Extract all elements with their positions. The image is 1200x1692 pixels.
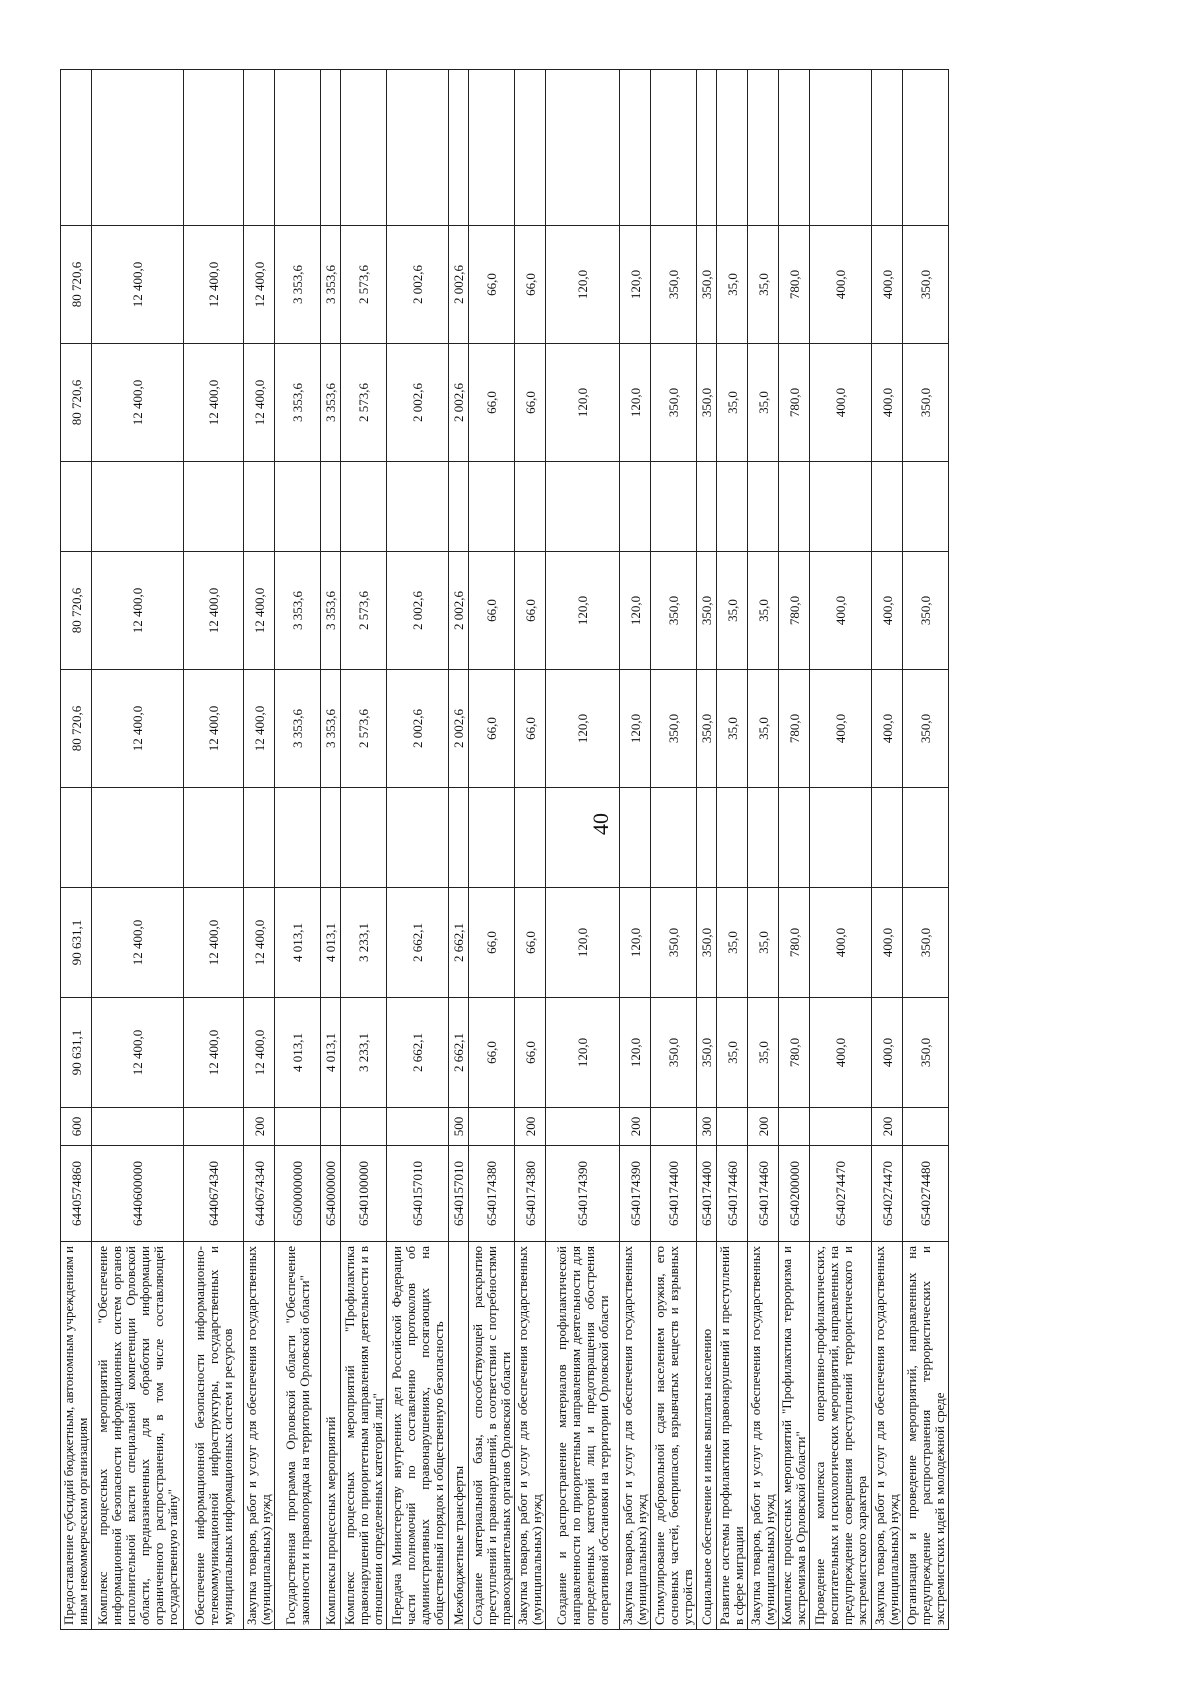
cell-v8: 120,0 [546,226,620,344]
cell-v2: 66,0 [515,888,546,998]
cell-v9 [387,70,449,226]
cell-code: 6540174400 [651,1146,697,1242]
cell-v3 [810,788,872,888]
cell-v4: 80 720,6 [61,670,92,788]
cell-v7: 2 573,6 [341,344,387,462]
cell-v8: 12 400,0 [244,226,275,344]
cell-v5: 400,0 [872,552,903,670]
cell-v8: 3 353,6 [321,226,341,344]
cell-v7: 12 400,0 [244,344,275,462]
cell-v5: 35,0 [717,552,748,670]
cell-vr: 300 [697,1108,717,1146]
cell-v1: 3 233,1 [341,998,387,1108]
cell-v1: 66,0 [469,998,515,1108]
cell-vr [651,1108,697,1146]
cell-v9 [92,70,184,226]
table-row [546,70,620,1630]
cell-v8: 2 002,6 [387,226,449,344]
cell-v6 [244,462,275,552]
cell-v6 [717,462,748,552]
cell-v4: 350,0 [697,670,717,788]
cell-v5: 2 002,6 [449,552,469,670]
cell-v5: 80 720,6 [61,552,92,670]
cell-v4: 66,0 [469,670,515,788]
cell-v2: 350,0 [903,888,949,998]
cell-v1: 35,0 [748,998,779,1108]
cell-v2: 120,0 [546,888,620,998]
cell-code: 6540157010 [387,1146,449,1242]
cell-v8: 66,0 [515,226,546,344]
cell-v2: 2 662,1 [449,888,469,998]
cell-name: Обеспечение информационной безопасности информационно-телекоммуникационной инфраструктуры, государственных и муниципальных информационных систем и ресурсов [184,1242,244,1630]
cell-v4: 120,0 [620,670,651,788]
cell-v4: 2 002,6 [449,670,469,788]
cell-v3 [903,788,949,888]
cell-v4: 12 400,0 [92,670,184,788]
cell-v3 [92,788,184,888]
table-row [449,70,469,1630]
table-row [275,70,321,1630]
cell-v2: 350,0 [651,888,697,998]
cell-code: 6540174380 [515,1146,546,1242]
cell-code: 6540100000 [341,1146,387,1242]
table-row [515,70,546,1630]
cell-v1: 780,0 [779,998,810,1108]
cell-v6 [872,462,903,552]
cell-v9 [779,70,810,226]
cell-v6 [449,462,469,552]
cell-vr: 500 [449,1108,469,1146]
cell-v7: 400,0 [872,344,903,462]
cell-v4: 400,0 [810,670,872,788]
cell-name: Государственная программа Орловской области "Обеспечение законности и правопорядка на территории Орловской области" [275,1242,321,1630]
cell-v2: 12 400,0 [184,888,244,998]
cell-code: 6500000000 [275,1146,321,1242]
cell-v7: 120,0 [546,344,620,462]
cell-v6 [651,462,697,552]
cell-v9 [61,70,92,226]
cell-v5: 350,0 [903,552,949,670]
cell-name: Социальное обеспечение и иные выплаты населению [697,1242,717,1630]
budget-table [60,69,949,1630]
cell-v4: 120,0 [546,670,620,788]
cell-v6 [903,462,949,552]
cell-v4: 2 573,6 [341,670,387,788]
cell-v3 [697,788,717,888]
cell-v8: 2 573,6 [341,226,387,344]
table-row [184,70,244,1630]
cell-code: 6540274480 [903,1146,949,1242]
cell-v9 [697,70,717,226]
cell-code: 6540174460 [748,1146,779,1242]
cell-code: 6540200000 [779,1146,810,1242]
cell-v9 [748,70,779,226]
cell-v6 [341,462,387,552]
cell-v5: 12 400,0 [244,552,275,670]
cell-v3 [515,788,546,888]
cell-vr [810,1108,872,1146]
cell-v9 [244,70,275,226]
cell-v9 [469,70,515,226]
cell-v9 [321,70,341,226]
cell-v1: 35,0 [717,998,748,1108]
cell-v6 [620,462,651,552]
cell-vr [341,1108,387,1146]
cell-v1: 4 013,1 [275,998,321,1108]
cell-v9 [620,70,651,226]
cell-v4: 3 353,6 [275,670,321,788]
cell-v4: 12 400,0 [184,670,244,788]
cell-code: 6540174390 [620,1146,651,1242]
cell-v7: 780,0 [779,344,810,462]
cell-name: Закупка товаров, работ и услуг для обеспечения государственных (муниципальных) нужд [515,1242,546,1630]
cell-v8: 120,0 [620,226,651,344]
cell-v6 [748,462,779,552]
cell-v8: 12 400,0 [184,226,244,344]
cell-code: 6540174380 [469,1146,515,1242]
cell-vr [717,1108,748,1146]
table-row [651,70,697,1630]
cell-v5: 350,0 [697,552,717,670]
cell-vr [92,1108,184,1146]
cell-v9 [275,70,321,226]
cell-v1: 350,0 [697,998,717,1108]
cell-v1: 120,0 [620,998,651,1108]
cell-v4: 66,0 [515,670,546,788]
cell-name: Создание и распространение материалов профилактической направленности по приоритетным направлениям деятельности для определенных категорий лиц и предотвращения обострения оперативной обстановки на территории Орловской области [546,1242,620,1630]
cell-v1: 400,0 [810,998,872,1108]
cell-code: 6440574860 [61,1146,92,1242]
cell-v2: 4 013,1 [321,888,341,998]
cell-vr [275,1108,321,1146]
cell-v3 [184,788,244,888]
cell-v5: 35,0 [748,552,779,670]
cell-vr [469,1108,515,1146]
cell-v4: 780,0 [779,670,810,788]
cell-v9 [341,70,387,226]
cell-v1: 350,0 [903,998,949,1108]
cell-v8: 66,0 [469,226,515,344]
cell-v6 [321,462,341,552]
cell-code: 6440674340 [244,1146,275,1242]
cell-v3 [620,788,651,888]
cell-v7: 66,0 [469,344,515,462]
cell-vr: 200 [515,1108,546,1146]
cell-v1: 2 662,1 [449,998,469,1108]
cell-name: Закупка товаров, работ и услуг для обеспечения государственных (муниципальных) нужд [244,1242,275,1630]
table-row [810,70,872,1630]
cell-v2: 780,0 [779,888,810,998]
cell-v9 [184,70,244,226]
cell-v5: 3 353,6 [275,552,321,670]
cell-name: Комплекс процессных мероприятий "Профилактика правонарушений по приоритетным направлениям деятельности и в отношении определенных категорий лиц" [341,1242,387,1630]
cell-v5: 12 400,0 [92,552,184,670]
cell-name: Межбюджетные трансферты [449,1242,469,1630]
cell-v4: 3 353,6 [321,670,341,788]
cell-v2: 12 400,0 [92,888,184,998]
cell-v2: 3 233,1 [341,888,387,998]
cell-v9 [810,70,872,226]
table-row [872,70,903,1630]
cell-v8: 12 400,0 [92,226,184,344]
cell-v2: 35,0 [717,888,748,998]
cell-v2: 350,0 [697,888,717,998]
cell-v8: 400,0 [872,226,903,344]
cell-v7: 400,0 [810,344,872,462]
cell-name: Закупка товаров, работ и услуг для обеспечения государственных (муниципальных) нужд [748,1242,779,1630]
cell-name: Стимулирование добровольной сдачи населением оружия, его основных частей, боеприпасов, взрывчатых веществ и взрывных устройств [651,1242,697,1630]
cell-v1: 2 662,1 [387,998,449,1108]
cell-name: Передача Министерству внутренних дел Российской Федерации части полномочий по составлению протоколов об административных правонарушениях, посягающих на общественный порядок и общественную безопасность [387,1242,449,1630]
cell-v2: 12 400,0 [244,888,275,998]
cell-code: 6440674340 [184,1146,244,1242]
cell-v3 [651,788,697,888]
cell-v3 [748,788,779,888]
table-body [61,70,949,1630]
cell-v7: 12 400,0 [184,344,244,462]
table-row [341,70,387,1630]
cell-v2: 400,0 [810,888,872,998]
table-row [779,70,810,1630]
cell-v3 [341,788,387,888]
cell-v1: 12 400,0 [244,998,275,1108]
table-row [387,70,449,1630]
cell-name: Создание материальной базы, способствующей раскрытию преступлений и правонарушений, в соответствии с потребностями правоохранительных органов Орловской области [469,1242,515,1630]
cell-v7: 3 353,6 [321,344,341,462]
cell-v6 [515,462,546,552]
cell-v1: 350,0 [651,998,697,1108]
cell-v3 [546,788,620,888]
cell-v5: 120,0 [620,552,651,670]
cell-name: Развитие системы профилактики правонарушений и преступлений в сфере миграции [717,1242,748,1630]
table-row [244,70,275,1630]
cell-v3 [275,788,321,888]
cell-name: Комплексы процессных мероприятий [321,1242,341,1630]
cell-v9 [449,70,469,226]
cell-v6 [469,462,515,552]
cell-v7: 35,0 [748,344,779,462]
cell-v4: 350,0 [651,670,697,788]
cell-v6 [184,462,244,552]
cell-v5: 66,0 [515,552,546,670]
cell-v3 [872,788,903,888]
cell-v5: 12 400,0 [184,552,244,670]
cell-v7: 2 002,6 [449,344,469,462]
cell-name: Комплекс процессных мероприятий "Профилактика терроризма и экстремизма в Орловской области" [779,1242,810,1630]
cell-code: 6540157010 [449,1146,469,1242]
cell-vr [387,1108,449,1146]
cell-code: 6540174460 [717,1146,748,1242]
cell-v7: 3 353,6 [275,344,321,462]
cell-v1: 66,0 [515,998,546,1108]
cell-v6 [61,462,92,552]
cell-v8: 3 353,6 [275,226,321,344]
cell-v4: 400,0 [872,670,903,788]
cell-v2: 90 631,1 [61,888,92,998]
cell-code: 6540274470 [872,1146,903,1242]
table-row [717,70,748,1630]
table-row [92,70,184,1630]
cell-name: Комплекс процессных мероприятий "Обеспечение информационной безопасности информационных систем органов исполнительной власти специальной компетенции Орловской области, предназначенных для обработки информации ограниченного распространения, в том числе составляющей государственную тайну" [92,1242,184,1630]
cell-v3 [387,788,449,888]
cell-v3 [321,788,341,888]
cell-v9 [546,70,620,226]
cell-v3 [244,788,275,888]
cell-v7: 35,0 [717,344,748,462]
cell-name: Проведение комплекса оперативно-профилактических, воспитательных и психологических мероприятий, направленных на предупреждение совершения преступлений террористического и экстремистского характера [810,1242,872,1630]
cell-v9 [903,70,949,226]
cell-v7: 2 002,6 [387,344,449,462]
cell-v6 [697,462,717,552]
cell-v3 [469,788,515,888]
cell-v5: 350,0 [651,552,697,670]
cell-v6 [546,462,620,552]
cell-v7: 350,0 [903,344,949,462]
cell-vr [184,1108,244,1146]
cell-v5: 780,0 [779,552,810,670]
cell-v3 [449,788,469,888]
table-row [903,70,949,1630]
cell-vr: 200 [620,1108,651,1146]
cell-v5: 2 002,6 [387,552,449,670]
cell-vr [903,1108,949,1146]
cell-v2: 120,0 [620,888,651,998]
cell-v6 [92,462,184,552]
table-row [748,70,779,1630]
cell-v1: 4 013,1 [321,998,341,1108]
cell-v6 [275,462,321,552]
cell-vr: 600 [61,1108,92,1146]
cell-v7: 120,0 [620,344,651,462]
cell-v8: 80 720,6 [61,226,92,344]
cell-v1: 90 631,1 [61,998,92,1108]
cell-v9 [651,70,697,226]
cell-v2: 35,0 [748,888,779,998]
cell-v8: 350,0 [903,226,949,344]
cell-vr: 200 [244,1108,275,1146]
cell-v1: 120,0 [546,998,620,1108]
cell-v9 [717,70,748,226]
cell-vr: 200 [872,1108,903,1146]
cell-code: 6440600000 [92,1146,184,1242]
cell-code: 6540174400 [697,1146,717,1242]
cell-name: Закупка товаров, работ и услуг для обеспечения государственных (муниципальных) нужд [872,1242,903,1630]
cell-code: 6540274470 [810,1146,872,1242]
cell-v8: 35,0 [717,226,748,344]
cell-v1: 12 400,0 [92,998,184,1108]
cell-v2: 2 662,1 [387,888,449,998]
cell-v9 [872,70,903,226]
cell-v5: 120,0 [546,552,620,670]
cell-v2: 400,0 [872,888,903,998]
cell-v4: 35,0 [748,670,779,788]
cell-v8: 350,0 [697,226,717,344]
cell-name: Организация и проведение мероприятий, направленных на предупреждение распространения террористических и экстремистских идей в молодежной среде [903,1242,949,1630]
cell-vr [779,1108,810,1146]
cell-v8: 35,0 [748,226,779,344]
page-number: 40 [588,813,613,835]
cell-code: 6540174390 [546,1146,620,1242]
cell-vr: 200 [748,1108,779,1146]
cell-v9 [515,70,546,226]
cell-code: 6540000000 [321,1146,341,1242]
cell-v1: 12 400,0 [184,998,244,1108]
cell-v5: 66,0 [469,552,515,670]
cell-v1: 400,0 [872,998,903,1108]
cell-v8: 350,0 [651,226,697,344]
cell-v2: 4 013,1 [275,888,321,998]
cell-v5: 2 573,6 [341,552,387,670]
cell-v7: 350,0 [651,344,697,462]
table-row [61,70,92,1630]
cell-v8: 780,0 [779,226,810,344]
cell-v4: 350,0 [903,670,949,788]
cell-v3 [717,788,748,888]
cell-v7: 66,0 [515,344,546,462]
cell-name: Закупка товаров, работ и услуг для обеспечения государственных (муниципальных) нужд [620,1242,651,1630]
cell-vr [546,1108,620,1146]
cell-v3 [779,788,810,888]
cell-v2: 66,0 [469,888,515,998]
cell-v4: 35,0 [717,670,748,788]
cell-v3 [61,788,92,888]
cell-v5: 3 353,6 [321,552,341,670]
cell-v8: 400,0 [810,226,872,344]
cell-v7: 80 720,6 [61,344,92,462]
cell-v7: 350,0 [697,344,717,462]
table-row [620,70,651,1630]
cell-v6 [810,462,872,552]
cell-v5: 400,0 [810,552,872,670]
table-row [697,70,717,1630]
cell-v4: 2 002,6 [387,670,449,788]
table-row [321,70,341,1630]
cell-v8: 2 002,6 [449,226,469,344]
cell-v6 [779,462,810,552]
cell-v7: 12 400,0 [92,344,184,462]
cell-name: Предоставление субсидий бюджетным, автономным учреждениям и иным некоммерческим организациям [61,1242,92,1630]
cell-v6 [387,462,449,552]
cell-vr [321,1108,341,1146]
budget-table-sheet [60,70,1180,1630]
table-row [469,70,515,1630]
cell-v4: 12 400,0 [244,670,275,788]
